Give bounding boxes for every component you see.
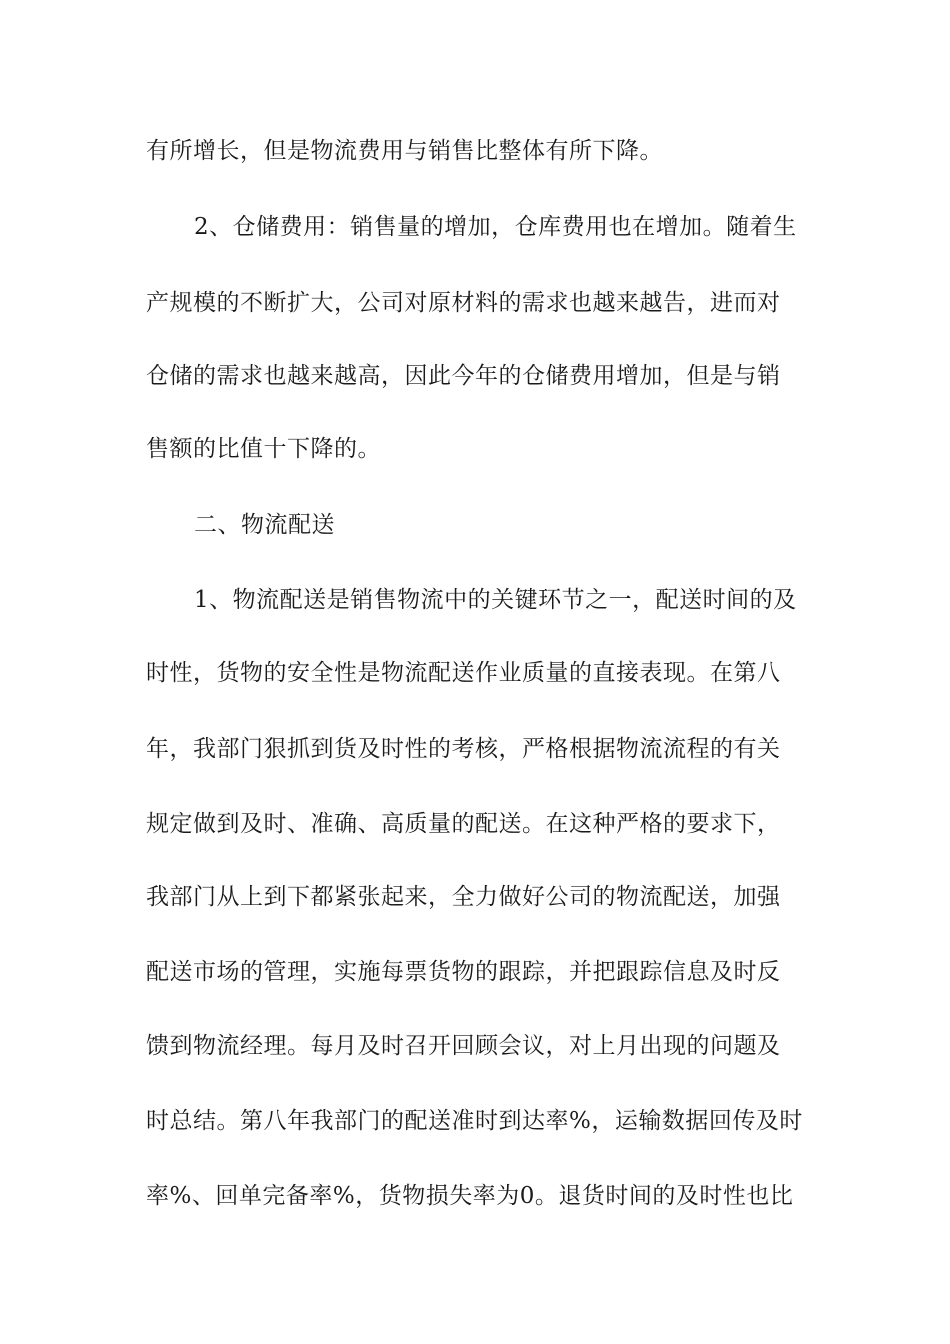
- text-line: 1、物流配送是销售物流中的关键环节之一，配送时间的及: [194, 587, 797, 613]
- text-line: 有所增长，但是物流费用与销售比整体有所下降。: [146, 138, 663, 164]
- text-line: 售额的比值十下降的。: [146, 436, 381, 462]
- text-line: 规定做到及时、准确、高质量的配送。在这种严格的要求下，: [146, 811, 781, 837]
- text-line: 我部门从上到下都紧张起来，全力做好公司的物流配送，加强: [146, 884, 781, 910]
- section-heading: 二、物流配送: [194, 512, 335, 538]
- text-line: 率%、回单完备率%，货物损失率为0。退货时间的及时性也比: [146, 1183, 794, 1209]
- text-line: 2、仓储费用：销售量的增加，仓库费用也在增加。随着生: [194, 214, 797, 240]
- text-line: 年，我部门狠抓到货及时性的考核，严格根据物流流程的有关: [146, 736, 781, 762]
- text-line: 配送市场的管理，实施每票货物的跟踪，并把跟踪信息及时反: [146, 959, 781, 985]
- text-line: 时总结。第八年我部门的配送准时到达率%，运输数据回传及时: [146, 1108, 803, 1134]
- text-line: 时性，货物的安全性是物流配送作业质量的直接表现。在第八: [146, 660, 781, 686]
- text-line: 产规模的不断扩大，公司对原材料的需求也越来越告，进而对: [146, 290, 781, 316]
- text-line: 仓储的需求也越来越高，因此今年的仓储费用增加，但是与销: [146, 363, 781, 389]
- text-line: 馈到物流经理。每月及时召开回顾会议，对上月出现的问题及: [146, 1033, 781, 1059]
